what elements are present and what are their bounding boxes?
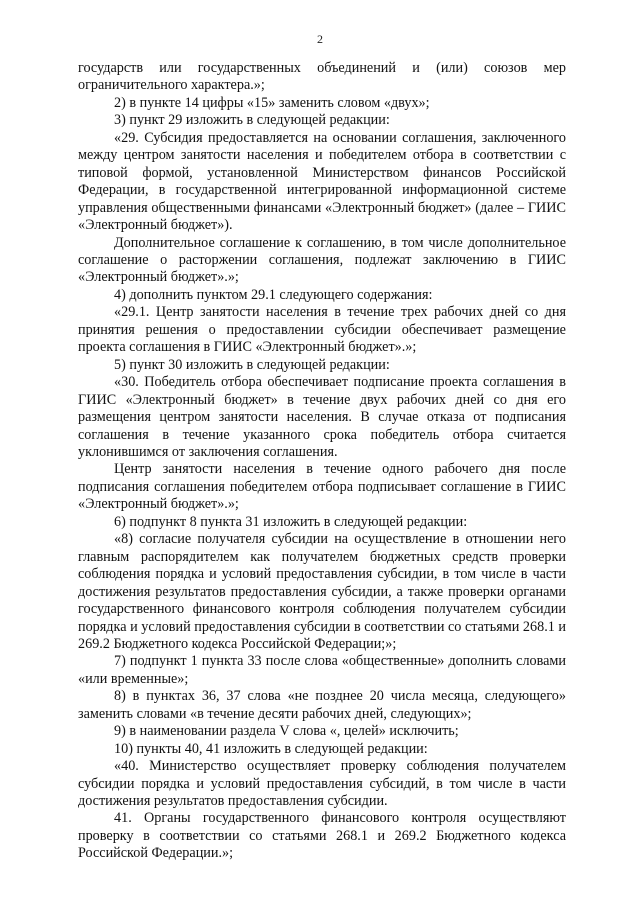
- paragraph-item-2: 2) в пункте 14 цифры «15» заменить словом «двух»;: [114, 94, 430, 111]
- paragraph-item-10: 10) пункты 40, 41 изложить в следующей редакции:: [114, 740, 428, 757]
- paragraph-additional-agreement: Дополнительное соглашение к соглашению, в том числе дополнительное соглашение о расторжении соглашения, подлежат заключению в ГИИС «Электронный бюджет».»;: [78, 234, 566, 286]
- paragraph-clause-29: «29. Субсидия предоставляется на основании соглашения, заключенного между центром занятости населения и победителем отбора в соответствии с типовой формой, установленной Министерством финансов Российской Федерации, в государственной интегрированной информационной системе управления общественными финансами «Электронный бюджет» (далее – ГИИС «Электронный бюджет»).: [78, 129, 566, 234]
- paragraph-item-7: 7) подпункт 1 пункта 33 после слова «общественные» дополнить словами «или временные»;: [78, 653, 566, 687]
- paragraph-clause-40: «40. Министерство осуществляет проверку соблюдения получателем субсидии порядка и условий предоставления субсидий, в том числе в части достижения результатов предоставления субсидии.: [78, 758, 566, 810]
- document-body: [78, 60, 566, 863]
- paragraph-subclause-8: «8) согласие получателя субсидии на осуществление в отношении него главным распорядителем как получателем бюджетных средств проверки соблюдения порядка и условий предоставления субсидии, в том числе в части достижения результатов предоставления субсидии, а также проверки органами государственного финансового контроля соблюдения получателем субсидии порядка и условий предоставления субсидии в соответствии со статьями 268.1 и 269.2 Бюджетного кодекса Российской Федерации;»;: [78, 531, 566, 652]
- paragraph-employment-center: Центр занятости населения в течение одного рабочего дня после подписания соглашения победителем отбора подписывает соглашение в ГИИС «Электронный бюджет».»;: [78, 461, 566, 513]
- paragraph-item-6: 6) подпункт 8 пункта 31 изложить в следующей редакции:: [114, 513, 468, 530]
- paragraph-item-3: 3) пункт 29 изложить в следующей редакции:: [114, 112, 390, 129]
- paragraph-clause-30: «30. Победитель отбора обеспечивает подписание проекта соглашения в ГИИС «Электронный бюджет» в течение двух рабочих дней со дня его размещения центром занятости населения. В случае отказа от подписания соглашения в течение указанного срока победитель отбора считается уклонившимся от заключения соглашения.: [78, 374, 566, 460]
- paragraph-item-9: 9) в наименовании раздела V слова «, целей» исключить;: [114, 723, 459, 740]
- paragraph-clause-29-1: «29.1. Центр занятости населения в течение трех рабочих дней со дня принятия решения о предоставлении субсидии обеспечивает размещение проекта соглашения в ГИИС «Электронный бюджет».»;: [78, 304, 566, 356]
- paragraph-item-5: 5) пункт 30 изложить в следующей редакции:: [114, 356, 390, 373]
- page-number: 2: [317, 32, 323, 46]
- paragraph-item-4: 4) дополнить пунктом 29.1 следующего содержания:: [114, 286, 433, 303]
- paragraph-item-8: 8) в пунктах 36, 37 слова «не позднее 20 числа месяца, следующего» заменить словами «в течение десяти рабочих дней, следующих»;: [78, 688, 566, 722]
- paragraph-clause-41: 41. Органы государственного финансового контроля осуществляют проверку в соответствии со статьями 268.1 и 269.2 Бюджетного кодекса Российской Федерации.»;: [78, 810, 566, 862]
- paragraph-continuation: государств или государственных объединений и (или) союзов мер ограничительного характера.»;: [78, 60, 566, 94]
